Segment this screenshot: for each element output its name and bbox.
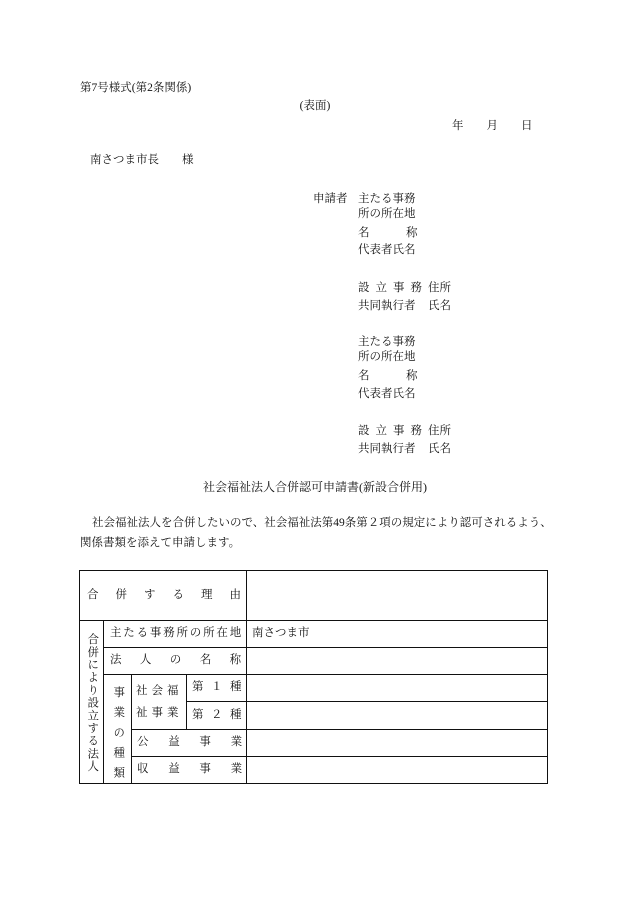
co-executor-address-label: 住所 [428, 425, 451, 437]
business-type-label: 事業の種類 [112, 685, 125, 787]
representative-name-label: 代表者氏名 [358, 387, 416, 400]
office-value-cell [246, 620, 548, 648]
public-interest-label: 公益事業 [137, 736, 262, 749]
document-title: 社会福祉法人合併認可申請書(新設合併用) [203, 480, 427, 494]
office-label: 主たる事務所の所在地 [110, 627, 243, 640]
corporation-name-value-cell [246, 647, 548, 675]
co-executor-address-label: 住所 [428, 282, 451, 294]
applicant-corporation-1 [358, 192, 478, 317]
body-text-line-1: 社会福祉法人を合併したいので、社会福祉法第49条第２項の規定により認可されるよう、 [92, 517, 552, 529]
new-corporation-label-cell [79, 620, 104, 784]
office-value: 南さつま市 [252, 627, 310, 640]
applicant-label: 申請者 [313, 193, 348, 205]
body-text-line-2: 関係書類を添えて申請します。 [80, 537, 241, 549]
applicant-corporation-2 [358, 335, 478, 460]
public-interest-label-cell [131, 729, 262, 757]
co-executor-label-line-1: 設立事務 [358, 282, 428, 294]
corporation-name-label: 名称 [358, 370, 454, 382]
new-corporation-label: 合併により設立する法人 [86, 632, 99, 773]
profit-making-label: 収益事業 [137, 763, 262, 776]
corporation-name-label: 名称 [358, 227, 454, 239]
corporation-name-label: 法人の名称 [110, 654, 260, 667]
type2-label: 第２種 [192, 708, 249, 721]
co-executor-name-label: 氏名 [428, 443, 451, 455]
public-interest-value-cell [246, 729, 548, 757]
reason-value-cell [246, 570, 548, 621]
business-type-label-cell [103, 674, 132, 787]
date-line: 年 月 日 [452, 120, 533, 132]
profit-making-label-cell [131, 756, 262, 784]
co-executor-label-line-2: 共同執行者 [358, 300, 416, 312]
corporation-name-label-cell [103, 647, 260, 675]
co-executor-label-line-1: 設立事務 [358, 425, 428, 437]
reason-label: 合併する理由 [87, 588, 258, 601]
co-executor-name-label: 氏名 [428, 300, 451, 312]
representative-name-label: 代表者氏名 [358, 244, 416, 256]
office-location-label: 主たる事務所の所在地 [358, 192, 416, 220]
social-welfare-label: 社会福祉事業 [136, 685, 183, 719]
type1-label: 第１種 [192, 681, 249, 694]
social-welfare-label-cell [131, 674, 187, 730]
co-executor-label-line-2: 共同執行者 [358, 443, 416, 455]
type2-value-cell [246, 701, 548, 730]
addressee: 南さつま市長 様 [90, 154, 194, 166]
profit-making-value-cell [246, 756, 548, 784]
form-side-label: (表面) [299, 100, 331, 112]
form-number: 第7号様式(第2条関係) [80, 82, 192, 94]
office-location-label: 主たる事務所の所在地 [358, 335, 416, 363]
type2-label-cell [186, 701, 247, 730]
reason-label-cell [79, 570, 258, 621]
office-label-cell [103, 620, 247, 648]
type1-value-cell [246, 674, 548, 702]
type1-label-cell [186, 674, 247, 702]
